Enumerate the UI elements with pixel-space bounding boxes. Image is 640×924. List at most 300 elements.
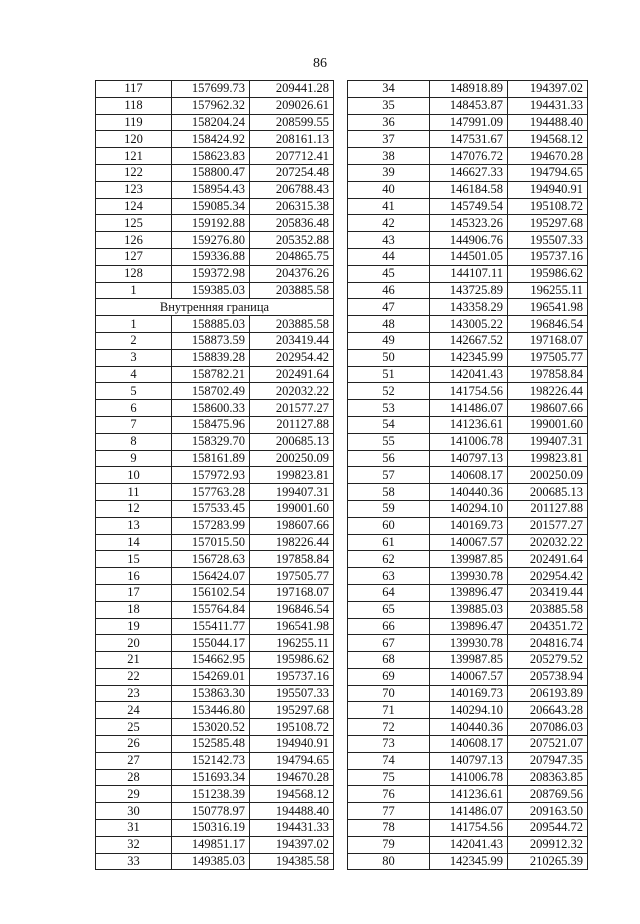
table-row (348, 181, 588, 198)
y-coordinate-cell: 207947.35 (508, 752, 588, 769)
x-coordinate-cell: 158600.33 (172, 400, 250, 417)
table-row (348, 433, 588, 450)
x-coordinate-cell: 157972.93 (172, 467, 250, 484)
y-coordinate-cell: 195507.33 (508, 232, 588, 249)
point-number-cell: 43 (348, 232, 430, 249)
table-row (348, 769, 588, 786)
point-number-cell: 39 (348, 164, 430, 181)
y-coordinate-cell: 209026.61 (250, 97, 334, 114)
point-number-cell: 119 (96, 114, 172, 131)
y-coordinate-cell: 203419.44 (508, 584, 588, 601)
point-number-cell: 21 (96, 652, 172, 669)
x-coordinate-cell: 159372.98 (172, 265, 250, 282)
x-coordinate-cell: 157533.45 (172, 500, 250, 517)
y-coordinate-cell: 199407.31 (250, 484, 334, 501)
x-coordinate-cell: 154269.01 (172, 668, 250, 685)
table-row (348, 534, 588, 551)
x-coordinate-cell: 159336.88 (172, 248, 250, 265)
table-row (96, 232, 334, 249)
table-row (96, 282, 334, 299)
x-coordinate-cell: 157015.50 (172, 534, 250, 551)
x-coordinate-cell: 144107.11 (430, 265, 508, 282)
table-row (348, 114, 588, 131)
point-number-cell: 13 (96, 517, 172, 534)
table-row (96, 400, 334, 417)
point-number-cell: 127 (96, 248, 172, 265)
point-number-cell: 5 (96, 383, 172, 400)
table-row (348, 332, 588, 349)
table-row (96, 551, 334, 568)
table-row (96, 652, 334, 669)
x-coordinate-cell: 140797.13 (430, 450, 508, 467)
point-number-cell: 120 (96, 131, 172, 148)
y-coordinate-cell: 202032.22 (250, 383, 334, 400)
x-coordinate-cell: 158800.47 (172, 164, 250, 181)
y-coordinate-cell: 194794.65 (508, 164, 588, 181)
table-row (96, 181, 334, 198)
x-coordinate-cell: 143725.89 (430, 282, 508, 299)
x-coordinate-cell: 141236.61 (430, 786, 508, 803)
x-coordinate-cell: 141754.56 (430, 820, 508, 837)
point-number-cell: 12 (96, 500, 172, 517)
point-number-cell: 2 (96, 332, 172, 349)
point-number-cell: 6 (96, 400, 172, 417)
x-coordinate-cell: 139930.78 (430, 635, 508, 652)
table-row (348, 635, 588, 652)
table-row (348, 736, 588, 753)
table-row (348, 652, 588, 669)
point-number-cell: 31 (96, 820, 172, 837)
y-coordinate-cell: 207521.07 (508, 736, 588, 753)
x-coordinate-cell: 139987.85 (430, 551, 508, 568)
x-coordinate-cell: 145749.54 (430, 198, 508, 215)
y-coordinate-cell: 197168.07 (250, 584, 334, 601)
table-row (348, 719, 588, 736)
y-coordinate-cell: 200685.13 (508, 484, 588, 501)
y-coordinate-cell: 199407.31 (508, 433, 588, 450)
x-coordinate-cell: 148918.89 (430, 81, 508, 98)
x-coordinate-cell: 142345.99 (430, 349, 508, 366)
point-number-cell: 125 (96, 215, 172, 232)
y-coordinate-cell: 196541.98 (250, 618, 334, 635)
point-number-cell: 61 (348, 534, 430, 551)
x-coordinate-cell: 157699.73 (172, 81, 250, 98)
x-coordinate-cell: 140797.13 (430, 752, 508, 769)
point-number-cell: 25 (96, 719, 172, 736)
y-coordinate-cell: 194670.28 (508, 148, 588, 165)
table-row (96, 601, 334, 618)
point-number-cell: 14 (96, 534, 172, 551)
table-row (348, 232, 588, 249)
point-number-cell: 32 (96, 836, 172, 853)
point-number-cell: 80 (348, 853, 430, 870)
x-coordinate-cell: 145323.26 (430, 215, 508, 232)
y-coordinate-cell: 202954.42 (508, 568, 588, 585)
y-coordinate-cell: 203885.58 (250, 282, 334, 299)
y-coordinate-cell: 194794.65 (250, 752, 334, 769)
y-coordinate-cell: 196846.54 (508, 316, 588, 333)
table-row (96, 248, 334, 265)
table-row (96, 836, 334, 853)
x-coordinate-cell: 152142.73 (172, 752, 250, 769)
y-coordinate-cell: 207254.48 (250, 164, 334, 181)
point-number-cell: 18 (96, 601, 172, 618)
point-number-cell: 48 (348, 316, 430, 333)
point-number-cell: 46 (348, 282, 430, 299)
y-coordinate-cell: 202032.22 (508, 534, 588, 551)
point-number-cell: 53 (348, 400, 430, 417)
table-row (348, 400, 588, 417)
point-number-cell: 27 (96, 752, 172, 769)
coordinates-table-right (347, 80, 588, 870)
y-coordinate-cell: 198607.66 (250, 517, 334, 534)
point-number-cell: 35 (348, 97, 430, 114)
x-coordinate-cell: 159085.34 (172, 198, 250, 215)
y-coordinate-cell: 201577.27 (250, 400, 334, 417)
point-number-cell: 72 (348, 719, 430, 736)
table-row (96, 265, 334, 282)
table-row (348, 198, 588, 215)
point-number-cell: 24 (96, 702, 172, 719)
table-row (96, 719, 334, 736)
y-coordinate-cell: 197858.84 (508, 366, 588, 383)
table-row (348, 803, 588, 820)
table-row (348, 265, 588, 282)
y-coordinate-cell: 195297.68 (250, 702, 334, 719)
y-coordinate-cell: 200250.09 (508, 467, 588, 484)
point-number-cell: 57 (348, 467, 430, 484)
table-row (96, 568, 334, 585)
x-coordinate-cell: 140294.10 (430, 500, 508, 517)
table-row (96, 736, 334, 753)
y-coordinate-cell: 196255.11 (508, 282, 588, 299)
table-row (348, 416, 588, 433)
point-number-cell: 60 (348, 517, 430, 534)
point-number-cell: 16 (96, 568, 172, 585)
y-coordinate-cell: 195737.16 (508, 248, 588, 265)
y-coordinate-cell: 205836.48 (250, 215, 334, 232)
x-coordinate-cell: 158954.43 (172, 181, 250, 198)
x-coordinate-cell: 143358.29 (430, 299, 508, 316)
table-row (348, 853, 588, 870)
y-coordinate-cell: 197505.77 (508, 349, 588, 366)
y-coordinate-cell: 194397.02 (250, 836, 334, 853)
x-coordinate-cell: 142667.52 (430, 332, 508, 349)
table-row (96, 820, 334, 837)
table-row (348, 568, 588, 585)
y-coordinate-cell: 202954.42 (250, 349, 334, 366)
y-coordinate-cell: 201127.88 (508, 500, 588, 517)
x-coordinate-cell: 144906.76 (430, 232, 508, 249)
x-coordinate-cell: 140608.17 (430, 736, 508, 753)
y-coordinate-cell: 204816.74 (508, 635, 588, 652)
point-number-cell: 68 (348, 652, 430, 669)
y-coordinate-cell: 202491.64 (508, 551, 588, 568)
point-number-cell: 126 (96, 232, 172, 249)
y-coordinate-cell: 208769.56 (508, 786, 588, 803)
table-row (348, 618, 588, 635)
table-row (348, 299, 588, 316)
y-coordinate-cell: 195108.72 (508, 198, 588, 215)
point-number-cell: 22 (96, 668, 172, 685)
y-coordinate-cell: 196255.11 (250, 635, 334, 652)
x-coordinate-cell: 153446.80 (172, 702, 250, 719)
x-coordinate-cell: 146627.33 (430, 164, 508, 181)
table-row (348, 131, 588, 148)
point-number-cell: 122 (96, 164, 172, 181)
point-number-cell: 74 (348, 752, 430, 769)
point-number-cell: 23 (96, 685, 172, 702)
x-coordinate-cell: 143005.22 (430, 316, 508, 333)
table-row (348, 668, 588, 685)
table-row (348, 820, 588, 837)
y-coordinate-cell: 194397.02 (508, 81, 588, 98)
point-number-cell: 69 (348, 668, 430, 685)
y-coordinate-cell: 207712.41 (250, 148, 334, 165)
point-number-cell: 67 (348, 635, 430, 652)
y-coordinate-cell: 209544.72 (508, 820, 588, 837)
point-number-cell: 26 (96, 736, 172, 753)
y-coordinate-cell: 194568.12 (508, 131, 588, 148)
y-coordinate-cell: 206643.28 (508, 702, 588, 719)
y-coordinate-cell: 205738.94 (508, 668, 588, 685)
table-row (96, 803, 334, 820)
point-number-cell: 123 (96, 181, 172, 198)
point-number-cell: 56 (348, 450, 430, 467)
point-number-cell: 79 (348, 836, 430, 853)
y-coordinate-cell: 194431.33 (508, 97, 588, 114)
point-number-cell: 36 (348, 114, 430, 131)
y-coordinate-cell: 194670.28 (250, 769, 334, 786)
x-coordinate-cell: 144501.05 (430, 248, 508, 265)
y-coordinate-cell: 194568.12 (250, 786, 334, 803)
x-coordinate-cell: 141006.78 (430, 769, 508, 786)
x-coordinate-cell: 147076.72 (430, 148, 508, 165)
x-coordinate-cell: 141006.78 (430, 433, 508, 450)
table-row (348, 584, 588, 601)
table-row (96, 114, 334, 131)
x-coordinate-cell: 140067.57 (430, 668, 508, 685)
point-number-cell: 49 (348, 332, 430, 349)
table-row (96, 517, 334, 534)
x-coordinate-cell: 141236.61 (430, 416, 508, 433)
y-coordinate-cell: 209912.32 (508, 836, 588, 853)
x-coordinate-cell: 140440.36 (430, 719, 508, 736)
table-row (96, 148, 334, 165)
x-coordinate-cell: 159385.03 (172, 282, 250, 299)
table-row (96, 131, 334, 148)
y-coordinate-cell: 205279.52 (508, 652, 588, 669)
table-row (348, 316, 588, 333)
y-coordinate-cell: 200250.09 (250, 450, 334, 467)
table-row (96, 316, 334, 333)
point-number-cell: 77 (348, 803, 430, 820)
y-coordinate-cell: 210265.39 (508, 853, 588, 870)
x-coordinate-cell: 154662.95 (172, 652, 250, 669)
point-number-cell: 28 (96, 769, 172, 786)
point-number-cell: 17 (96, 584, 172, 601)
x-coordinate-cell: 139930.78 (430, 568, 508, 585)
y-coordinate-cell: 194488.40 (508, 114, 588, 131)
y-coordinate-cell: 204865.75 (250, 248, 334, 265)
point-number-cell: 75 (348, 769, 430, 786)
y-coordinate-cell: 197858.84 (250, 551, 334, 568)
table-row (96, 383, 334, 400)
point-number-cell: 64 (348, 584, 430, 601)
y-coordinate-cell: 209163.50 (508, 803, 588, 820)
point-number-cell: 50 (348, 349, 430, 366)
x-coordinate-cell: 158873.59 (172, 332, 250, 349)
table-row (96, 635, 334, 652)
point-number-cell: 51 (348, 366, 430, 383)
x-coordinate-cell: 157763.28 (172, 484, 250, 501)
table-row (348, 702, 588, 719)
coordinates-table-left (95, 80, 334, 870)
y-coordinate-cell: 199823.81 (250, 467, 334, 484)
y-coordinate-cell: 201577.27 (508, 517, 588, 534)
table-row (96, 668, 334, 685)
x-coordinate-cell: 151693.34 (172, 769, 250, 786)
point-number-cell: 117 (96, 81, 172, 98)
table-row (348, 164, 588, 181)
y-coordinate-cell: 194385.58 (250, 853, 334, 870)
table-row (348, 500, 588, 517)
x-coordinate-cell: 141754.56 (430, 383, 508, 400)
point-number-cell: 45 (348, 265, 430, 282)
y-coordinate-cell: 194488.40 (250, 803, 334, 820)
table-row (96, 433, 334, 450)
x-coordinate-cell: 152585.48 (172, 736, 250, 753)
y-coordinate-cell: 208599.55 (250, 114, 334, 131)
table-row (348, 786, 588, 803)
y-coordinate-cell: 209441.28 (250, 81, 334, 98)
x-coordinate-cell: 153020.52 (172, 719, 250, 736)
y-coordinate-cell: 198607.66 (508, 400, 588, 417)
point-number-cell: 30 (96, 803, 172, 820)
point-number-cell: 11 (96, 484, 172, 501)
y-coordinate-cell: 195108.72 (250, 719, 334, 736)
x-coordinate-cell: 140294.10 (430, 702, 508, 719)
table-row (96, 702, 334, 719)
table-row (348, 366, 588, 383)
point-number-cell: 29 (96, 786, 172, 803)
page-number: 86 (313, 56, 327, 71)
y-coordinate-cell: 196541.98 (508, 299, 588, 316)
x-coordinate-cell: 158839.28 (172, 349, 250, 366)
table-row (96, 467, 334, 484)
point-number-cell: 33 (96, 853, 172, 870)
table-row (96, 769, 334, 786)
x-coordinate-cell: 141486.07 (430, 803, 508, 820)
point-number-cell: 76 (348, 786, 430, 803)
table-row (96, 349, 334, 366)
y-coordinate-cell: 200685.13 (250, 433, 334, 450)
table-row (96, 584, 334, 601)
x-coordinate-cell: 140067.57 (430, 534, 508, 551)
table-row (96, 853, 334, 870)
point-number-cell: 59 (348, 500, 430, 517)
y-coordinate-cell: 205352.88 (250, 232, 334, 249)
y-coordinate-cell: 208363.85 (508, 769, 588, 786)
section-header-row (96, 299, 334, 316)
table-row (96, 752, 334, 769)
y-coordinate-cell: 198226.44 (250, 534, 334, 551)
x-coordinate-cell: 158475.96 (172, 416, 250, 433)
y-coordinate-cell: 195507.33 (250, 685, 334, 702)
x-coordinate-cell: 150316.19 (172, 820, 250, 837)
x-coordinate-cell: 158329.70 (172, 433, 250, 450)
x-coordinate-cell: 142345.99 (430, 853, 508, 870)
y-coordinate-cell: 197168.07 (508, 332, 588, 349)
table-row (96, 366, 334, 383)
point-number-cell: 42 (348, 215, 430, 232)
y-coordinate-cell: 203419.44 (250, 332, 334, 349)
y-coordinate-cell: 207086.03 (508, 719, 588, 736)
x-coordinate-cell: 158782.21 (172, 366, 250, 383)
table-row (96, 164, 334, 181)
table-row (348, 836, 588, 853)
point-number-cell: 37 (348, 131, 430, 148)
table-row (96, 618, 334, 635)
table-row (348, 383, 588, 400)
x-coordinate-cell: 158885.03 (172, 316, 250, 333)
table-row (348, 752, 588, 769)
x-coordinate-cell: 158623.83 (172, 148, 250, 165)
y-coordinate-cell: 199001.60 (508, 416, 588, 433)
point-number-cell: 44 (348, 248, 430, 265)
x-coordinate-cell: 139896.47 (430, 618, 508, 635)
table-row (348, 450, 588, 467)
y-coordinate-cell: 195986.62 (250, 652, 334, 669)
x-coordinate-cell: 149385.03 (172, 853, 250, 870)
table-row (96, 332, 334, 349)
table-row (348, 685, 588, 702)
table-row (348, 148, 588, 165)
y-coordinate-cell: 195986.62 (508, 265, 588, 282)
x-coordinate-cell: 156424.07 (172, 568, 250, 585)
y-coordinate-cell: 206315.38 (250, 198, 334, 215)
table-row (96, 786, 334, 803)
x-coordinate-cell: 158161.89 (172, 450, 250, 467)
x-coordinate-cell: 139896.47 (430, 584, 508, 601)
point-number-cell: 1 (96, 316, 172, 333)
table-row (348, 601, 588, 618)
point-number-cell: 9 (96, 450, 172, 467)
table-row (348, 484, 588, 501)
y-coordinate-cell: 202491.64 (250, 366, 334, 383)
x-coordinate-cell: 148453.87 (430, 97, 508, 114)
point-number-cell: 62 (348, 551, 430, 568)
x-coordinate-cell: 153863.30 (172, 685, 250, 702)
table-row (348, 517, 588, 534)
point-number-cell: 124 (96, 198, 172, 215)
x-coordinate-cell: 146184.58 (430, 181, 508, 198)
y-coordinate-cell: 208161.13 (250, 131, 334, 148)
y-coordinate-cell: 206788.43 (250, 181, 334, 198)
x-coordinate-cell: 140440.36 (430, 484, 508, 501)
x-coordinate-cell: 147991.09 (430, 114, 508, 131)
table-row (348, 215, 588, 232)
y-coordinate-cell: 203885.58 (250, 316, 334, 333)
point-number-cell: 52 (348, 383, 430, 400)
table-row (348, 248, 588, 265)
table-row (348, 97, 588, 114)
table-row (96, 450, 334, 467)
y-coordinate-cell: 194940.91 (508, 181, 588, 198)
x-coordinate-cell: 142041.43 (430, 836, 508, 853)
y-coordinate-cell: 197505.77 (250, 568, 334, 585)
point-number-cell: 54 (348, 416, 430, 433)
